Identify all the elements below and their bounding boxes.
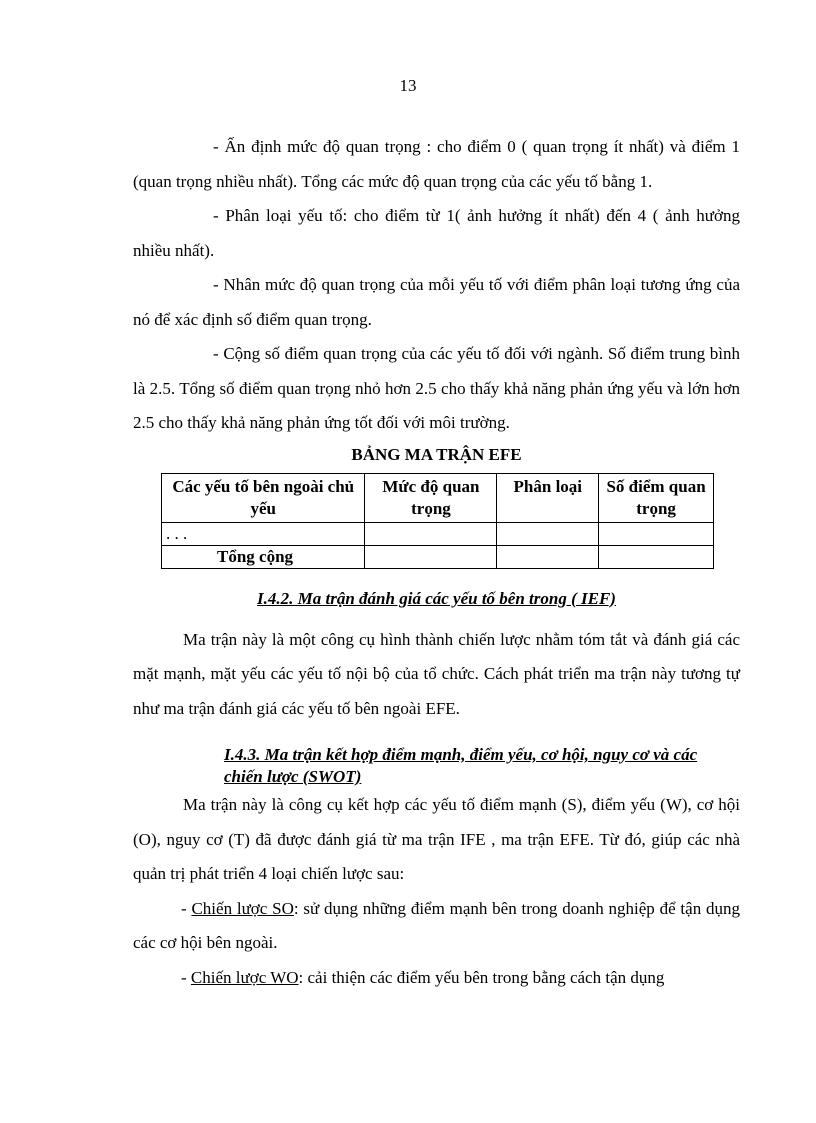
page-number: 13 — [399, 76, 417, 95]
table-total-row — [162, 545, 714, 568]
paragraph-wo-strategy: - Chiến lược WO: cải thiện các điểm yếu bên trong bằng cách tận dụng — [181, 967, 665, 987]
paragraph-swot: Ma trận này là công cụ kết hợp các yếu tố điểm mạnh (S), điểm yếu (W), cơ hội (O), nguy cơ (T) đã được đánh giá từ ma trận IFE , ma trận EFE. Từ đó, giúp các nhà quản trị phát triển 4 loại chiến lược sau: — [133, 795, 740, 883]
section-heading-ief: I.4.2. Ma trận đánh giá các yếu tố bên trong ( IEF) — [257, 588, 616, 608]
table-cell — [365, 545, 497, 568]
table-cell — [365, 522, 497, 545]
header-score: Số điểm quan trọng — [599, 473, 714, 522]
paragraph-importance: - Ấn định mức độ quan trọng : cho điểm 0 ( quan trọng ít nhất) và điểm 1 (quan trọng nhiều nhất). Tổng các mức độ quan trọng của các yếu tố bằng 1. — [133, 137, 740, 191]
table-cell-ellipsis: . . . — [162, 522, 365, 545]
paragraph-classification: - Phân loại yếu tố: cho điểm từ 1( ảnh hưởng ít nhất) đến 4 ( ảnh hưởng nhiều nhất). — [133, 206, 740, 260]
header-classification: Phân loại — [497, 473, 599, 522]
table-row — [162, 522, 714, 545]
table-cell — [497, 545, 599, 568]
page-content — [133, 130, 740, 995]
wo-strategy-text: : cải thiện các điểm yếu bên trong bằng cách tận dụng — [298, 967, 665, 987]
paragraph-multiply: - Nhân mức độ quan trọng của mỗi yếu tố với điểm phân loại tương ứng của nó để xác định số điểm quan trọng. — [133, 275, 740, 329]
paragraph-sum: - Cộng số điểm quan trọng của các yếu tố đối với ngành. Số điểm trung bình là 2.5. Tổng số điểm quan trọng nhỏ hơn 2.5 cho thấy khả năng phản ứng yếu và lớn hơn 2.5 cho thấy khả năng phản ứng tốt đối với môi trường. — [133, 344, 740, 432]
table-header-row — [162, 473, 714, 522]
efe-table-title: BẢNG MA TRẬN EFE — [351, 444, 522, 464]
paragraph-ief: Ma trận này là một công cụ hình thành chiến lược nhằm tóm tắt và đánh giá các mặt mạnh, mặt yếu các yếu tố nội bộ của tổ chức. Cách phát triển ma trận này tương tự như ma trận đánh giá các yếu tố bên ngoài EFE. — [133, 629, 740, 718]
table-cell — [599, 545, 714, 568]
table-total-label: Tổng cộng — [162, 545, 365, 568]
header-importance: Mức độ quan trọng — [365, 473, 497, 522]
section-heading-swot: I.4.3. Ma trận kết hợp điểm mạnh, điểm yếu, cơ hội, nguy cơ và các chiến lược (SWOT) — [224, 745, 698, 786]
so-strategy-text: : sử dụng những điểm mạnh bên trong doanh nghiệp để tận dụng các cơ hội bên ngoài. — [133, 898, 740, 952]
table-cell — [497, 522, 599, 545]
wo-strategy-label: Chiến lược WO — [190, 967, 299, 987]
header-external-factors: Các yếu tố bên ngoài chủ yếu — [162, 473, 365, 522]
table-cell — [599, 522, 714, 545]
so-strategy-label: Chiến lược SO — [191, 898, 294, 918]
efe-matrix-table — [161, 473, 714, 569]
paragraph-so-strategy: - Chiến lược SO: sử dụng những điểm mạnh bên trong doanh nghiệp để tận dụng các cơ hội bên ngoài. — [133, 898, 740, 952]
